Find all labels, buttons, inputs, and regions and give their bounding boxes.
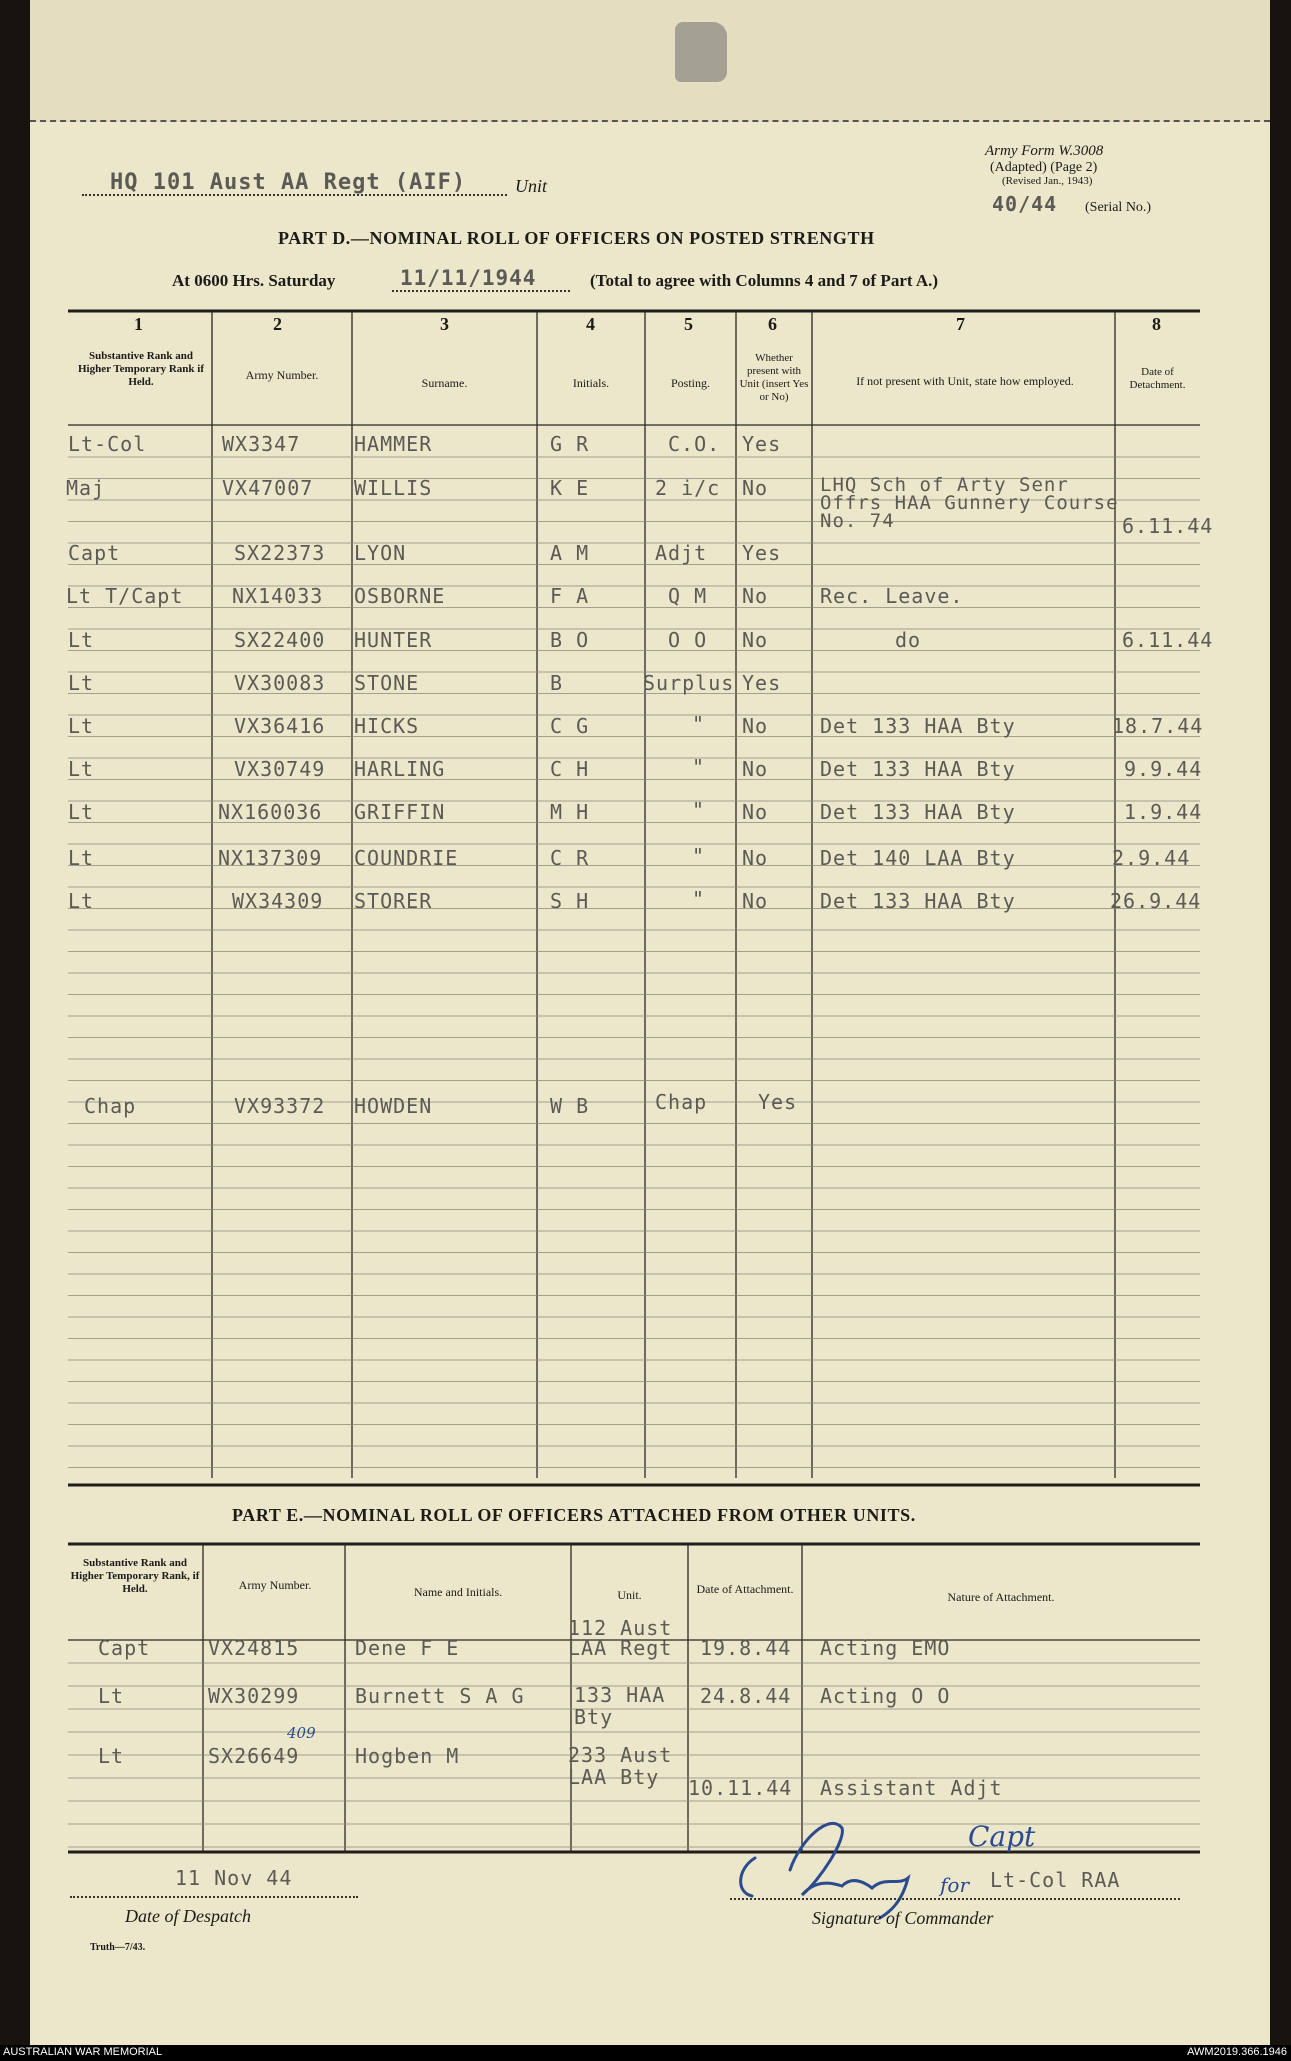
cell-army-number: VX93372 bbox=[234, 1094, 326, 1118]
cell-rank: Capt bbox=[98, 1636, 151, 1660]
cell-detachment-date: 6.11.44 bbox=[1122, 628, 1214, 652]
cell-army-number: VX30749 bbox=[234, 757, 326, 781]
cell-present: Yes bbox=[742, 432, 782, 456]
cell-present: No bbox=[742, 800, 769, 824]
cell-employment: Det 133 HAA Bty bbox=[820, 889, 1016, 913]
cell-detachment-date: 1.9.44 bbox=[1124, 800, 1203, 824]
cell-detachment-date: 6.11.44 bbox=[1122, 514, 1214, 538]
cell-posting: Adjt bbox=[655, 541, 708, 565]
header-posting: Posting. bbox=[670, 376, 710, 390]
cell-attachment-date: 24.8.44 bbox=[700, 1684, 792, 1708]
cell-rank: Capt bbox=[68, 541, 121, 565]
cell-surname: GRIFFIN bbox=[354, 800, 446, 824]
cell-rank: Lt bbox=[68, 800, 95, 824]
header-rank: Substantive Rank and Higher Temporary Rank if Held. bbox=[77, 350, 204, 388]
cell-army-number: NX160036 bbox=[218, 800, 323, 824]
cell-posting: Chap bbox=[655, 1090, 708, 1114]
archive-caption-right: AWM2019.366.1946 bbox=[1187, 2046, 1287, 2058]
cell-rank: Lt bbox=[68, 671, 95, 695]
header-employment: If not present with Unit, state how employed. bbox=[856, 374, 1074, 388]
cell-initials: W B bbox=[550, 1094, 590, 1118]
cell-name: Hogben M bbox=[355, 1744, 460, 1768]
cell-name: Dene F E bbox=[355, 1636, 460, 1660]
cell-present: Yes bbox=[758, 1090, 798, 1114]
cell-surname: HARLING bbox=[354, 757, 446, 781]
total-note: (Total to agree with Columns 4 and 7 of Part A.) bbox=[590, 271, 939, 290]
cell-initials: C G bbox=[550, 714, 590, 738]
cell-initials: F A bbox=[550, 584, 590, 608]
signature-for: for bbox=[940, 1873, 970, 1897]
cell-present: No bbox=[742, 476, 769, 500]
cell-detachment-date: 9.9.44 bbox=[1124, 757, 1203, 781]
unit-label: Unit bbox=[515, 176, 548, 196]
cell-rank: Lt bbox=[68, 714, 95, 738]
cell-present: No bbox=[742, 628, 769, 652]
cell-initials: C H bbox=[550, 757, 590, 781]
cell-army-number: SX22400 bbox=[234, 628, 326, 652]
cell-posting: " bbox=[692, 798, 706, 822]
cell-army-number: NX137309 bbox=[218, 846, 323, 870]
revised-label: (Revised Jan., 1943) bbox=[1002, 175, 1093, 187]
cell-army-number: VX47007 bbox=[222, 476, 314, 500]
cell-posting: Surplus bbox=[643, 671, 735, 695]
cell-initials: B O bbox=[550, 628, 590, 652]
header-army-number: Army Number. bbox=[245, 368, 319, 382]
cell-attachment-date: 10.11.44 bbox=[688, 1776, 793, 1800]
cell-surname: STORER bbox=[354, 889, 433, 913]
at-prefix: At 0600 Hrs. Saturday bbox=[172, 271, 336, 290]
cell-employment: do bbox=[895, 628, 922, 652]
header-present: Whether present with Unit (insert Yes or No) bbox=[739, 352, 809, 403]
signature-dotted-line bbox=[730, 1898, 1180, 1900]
header-surname: Surname. bbox=[421, 376, 468, 390]
col-number-8: 8 bbox=[1152, 314, 1161, 334]
cell-attachment-date: 19.8.44 bbox=[700, 1636, 792, 1660]
cell-surname: HICKS bbox=[354, 714, 420, 738]
cell-unit: 133 HAA Bty bbox=[574, 1683, 666, 1729]
cell-posting: 2 i/c bbox=[655, 476, 721, 500]
cell-posting: " bbox=[692, 887, 706, 911]
e-header-army-number: Army Number. bbox=[238, 1578, 312, 1592]
col-number-6: 6 bbox=[768, 314, 777, 334]
cell-rank: Chap bbox=[84, 1094, 137, 1118]
army-form-label: Army Form W.3008 bbox=[985, 143, 1104, 159]
cell-army-number: VX30083 bbox=[234, 671, 326, 695]
cell-army-number: NX14033 bbox=[232, 584, 324, 608]
cell-detachment-date: 18.7.44 bbox=[1112, 714, 1204, 738]
cell-name: Burnett S A G bbox=[355, 1684, 525, 1708]
cell-employment: Det 133 HAA Bty bbox=[820, 714, 1016, 738]
cell-posting: " bbox=[692, 844, 706, 868]
cell-surname: STONE bbox=[354, 671, 420, 695]
cell-posting: C.O. bbox=[668, 432, 721, 456]
e-header-name: Name and Initials. bbox=[413, 1585, 503, 1599]
cell-employment: Det 133 HAA Bty bbox=[820, 757, 1016, 781]
cell-nature: Assistant Adjt bbox=[820, 1776, 1003, 1800]
col-number-5: 5 bbox=[684, 314, 693, 334]
header-detachment-date: Date of Detachment. bbox=[1129, 366, 1186, 391]
cell-employment: LHQ Sch of Arty Senr Offrs HAA Gunnery Course No. 74 bbox=[820, 474, 1119, 532]
cell-rank: Lt bbox=[68, 757, 95, 781]
cell-posting: " bbox=[692, 712, 706, 736]
cell-army-number: VX36416 bbox=[234, 714, 326, 738]
despatch-date-label: Date of Despatch bbox=[125, 1906, 251, 1926]
signature-label: Signature of Commander bbox=[812, 1908, 994, 1928]
date-value: 11/11/1944 bbox=[400, 266, 537, 290]
cell-posting: " bbox=[692, 755, 706, 779]
cell-rank: Lt-Col bbox=[68, 432, 147, 456]
cell-initials: C R bbox=[550, 846, 590, 870]
cell-rank: Lt bbox=[98, 1744, 125, 1768]
col-number-2: 2 bbox=[273, 314, 282, 334]
cell-army-number: VX24815 bbox=[208, 1636, 300, 1660]
printer-imprint: Truth—7/43. bbox=[90, 1942, 146, 1953]
cell-detachment-date: 2.9.44 bbox=[1112, 846, 1191, 870]
cell-posting: O O bbox=[668, 628, 708, 652]
unit-value: HQ 101 Aust AA Regt (AIF) bbox=[110, 170, 467, 195]
cell-detachment-date: 26.9.44 bbox=[1110, 889, 1202, 913]
cell-army-number: SX22373 bbox=[234, 541, 326, 565]
cell-rank: Lt bbox=[98, 1684, 125, 1708]
serial-label: (Serial No.) bbox=[1085, 200, 1152, 215]
cell-present: No bbox=[742, 714, 769, 738]
cell-present: Yes bbox=[742, 671, 782, 695]
cell-initials: S H bbox=[550, 889, 590, 913]
cell-present: No bbox=[742, 846, 769, 870]
cell-rank: Lt bbox=[68, 889, 95, 913]
cell-rank: Lt T/Capt bbox=[66, 584, 184, 608]
cell-present: No bbox=[742, 584, 769, 608]
cell-army-number: WX3347 bbox=[222, 432, 301, 456]
cell-surname: COUNDRIE bbox=[354, 846, 459, 870]
cell-employment: Det 133 HAA Bty bbox=[820, 800, 1016, 824]
cell-rank: Lt bbox=[68, 628, 95, 652]
cell-surname: LYON bbox=[354, 541, 407, 565]
cell-surname: HOWDEN bbox=[354, 1094, 433, 1118]
col-number-7: 7 bbox=[956, 314, 965, 334]
cell-present: No bbox=[742, 757, 769, 781]
serial-value: 40/44 bbox=[992, 192, 1058, 216]
archive-caption-left: AUSTRALIAN WAR MEMORIAL bbox=[3, 2046, 163, 2058]
col-number-3: 3 bbox=[440, 314, 449, 334]
cell-employment: Det 140 LAA Bty bbox=[820, 846, 1016, 870]
cell-initials: M H bbox=[550, 800, 590, 824]
cell-posting: Q M bbox=[668, 584, 708, 608]
cell-initials: A M bbox=[550, 541, 590, 565]
despatch-date-value: 11 Nov 44 bbox=[175, 1866, 293, 1890]
cell-rank: Maj bbox=[66, 476, 106, 500]
cell-nature: Acting O O bbox=[820, 1684, 951, 1708]
cell-army-number: SX26649 bbox=[208, 1744, 300, 1768]
cell-surname: WILLIS bbox=[354, 476, 433, 500]
cell-army-number: WX30299 bbox=[208, 1684, 300, 1708]
cell-surname: HAMMER bbox=[354, 432, 433, 456]
handwritten-correction: 409 bbox=[287, 1724, 316, 1742]
cell-initials: K E bbox=[550, 476, 590, 500]
adapted-label: (Adapted) (Page 2) bbox=[990, 160, 1098, 175]
cell-unit: 233 Aust LAA Bty bbox=[568, 1743, 673, 1789]
signature-rank: Lt-Col RAA bbox=[990, 1868, 1121, 1892]
cell-army-number: WX34309 bbox=[232, 889, 324, 913]
e-header-unit: Unit. bbox=[617, 1588, 642, 1602]
cell-present: No bbox=[742, 889, 769, 913]
cell-initials: B bbox=[550, 671, 564, 695]
header-initials: Initials. bbox=[572, 376, 610, 390]
col-number-1: 1 bbox=[134, 314, 143, 334]
part-e-title: PART E.—NOMINAL ROLL OF OFFICERS ATTACHED FROM OTHER UNITS. bbox=[232, 1505, 916, 1525]
cell-surname: HUNTER bbox=[354, 628, 433, 652]
e-header-nature: Nature of Attachment. bbox=[947, 1590, 1055, 1604]
cell-rank: Lt bbox=[68, 846, 95, 870]
e-header-rank: Substantive Rank and Higher Temporary Rank, if Held. bbox=[70, 1557, 200, 1595]
part-d-title: PART D.—NOMINAL ROLL OF OFFICERS ON POSTED STRENGTH bbox=[278, 228, 875, 248]
cell-present: Yes bbox=[742, 541, 782, 565]
cell-unit: 112 Aust LAA Regt bbox=[568, 1616, 673, 1660]
col-number-4: 4 bbox=[586, 314, 595, 334]
signature-annotation: Capt bbox=[968, 1820, 1036, 1853]
cell-nature: Acting EMO bbox=[820, 1636, 951, 1660]
e-header-attachment-date: Date of Attachment. bbox=[696, 1582, 794, 1596]
cell-initials: G R bbox=[550, 432, 590, 456]
cell-employment: Rec. Leave. bbox=[820, 584, 964, 608]
archive-caption-bar bbox=[0, 2045, 1291, 2061]
cell-surname: OSBORNE bbox=[354, 584, 446, 608]
